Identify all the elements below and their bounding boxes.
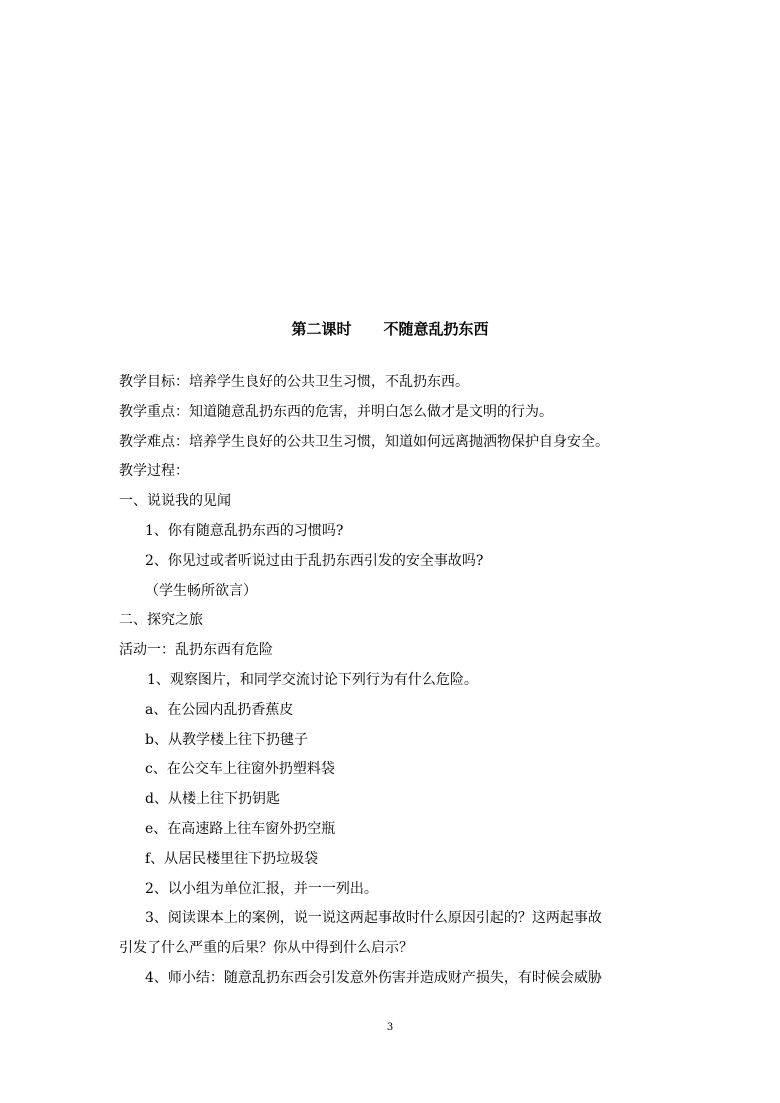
teaching-goal: 教学目标：培养学生良好的公共卫生习惯，不乱扔东西。: [119, 374, 469, 390]
teaching-process-heading: 教学过程：: [119, 463, 189, 480]
student-note: （学生畅所欲言）: [145, 582, 257, 599]
list-item-continuation: 引发了什么严重的后果？你从中得到什么启示？: [119, 940, 413, 957]
sub-list-item: a、在公园内乱扔香蕉皮: [145, 701, 294, 718]
lesson-title: [0, 318, 780, 340]
teaching-focus: 教学重点：知道随意乱扔东西的危害，并明白怎么做才是文明的行为。: [119, 403, 553, 420]
sub-list-item: c、在公交车上往窗外扔塑料袋: [145, 761, 335, 778]
list-item: 2、你见过或者听说过由于乱扔东西引发的安全事故吗?: [145, 552, 484, 569]
list-item: 3、阅读课本上的案例，说一说这两起事故时什么原因引起的？这两起事故: [145, 910, 602, 927]
lesson-title-period: 第二课时: [291, 320, 352, 338]
section-one-heading: 一、说说我的见闻: [119, 493, 231, 510]
list-item: 1、你有随意乱扔东西的习惯吗?: [145, 522, 344, 539]
list-item: 4、师小结：随意乱扔东西会引发意外伤害并造成财产损失，有时候会威胁: [145, 969, 602, 986]
activity-one-heading: 活动一：乱扔东西有危险: [119, 642, 273, 659]
page-number: 3: [386, 1022, 394, 1033]
sub-list-item: f、从居民楼里往下扔垃圾袋: [145, 850, 319, 867]
list-item: 2、以小组为单位汇报，并一一列出。: [145, 880, 378, 897]
section-two-heading: 二、探究之旅: [119, 612, 203, 629]
lesson-body: [119, 368, 664, 994]
sub-list-item: b、从教学楼上往下扔毽子: [145, 731, 308, 748]
teaching-difficulty: 教学难点：培养学生良好的公共卫生习惯，知道如何远离抛洒物保护自身安全。: [119, 433, 609, 450]
sub-list-item: d、从楼上往下扔钥匙: [145, 791, 280, 808]
list-item: 1、观察图片，和同学交流讨论下列行为有什么危险。: [147, 671, 478, 688]
sub-list-item: e、在高速路上往车窗外扔空瓶: [145, 820, 336, 837]
lesson-title-topic: 不随意乱扔东西: [383, 320, 489, 338]
